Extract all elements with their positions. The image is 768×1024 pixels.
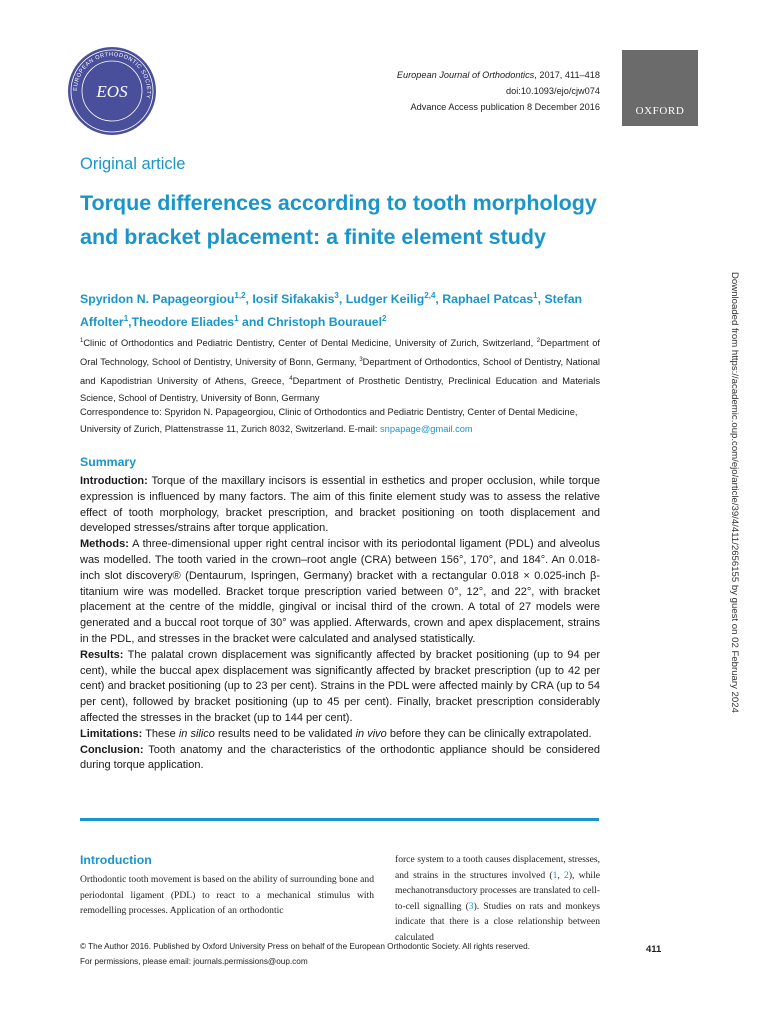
oxford-logo [622, 50, 698, 126]
author-affiliation-marker: 2,4 [424, 291, 436, 300]
author-affiliation-marker: 1 [533, 291, 538, 300]
citation-link-3[interactable]: 3 [468, 900, 474, 912]
summary-conclusion: Conclusion: Tooth anatomy and the characteristics of the orthodontic appliance should be considered during torque application. [80, 743, 600, 772]
author-affiliation-marker: 2 [382, 314, 387, 324]
citation-link-2[interactable]: 2 [564, 869, 569, 881]
seal-initials: EOS [96, 82, 128, 101]
journal-name: European Journal of Orthodontics [396, 70, 535, 80]
doi[interactable]: doi:10.1093/ejo/cjw074 [506, 86, 600, 96]
author-separator: , [435, 292, 443, 307]
affiliation-text: Department of Orthodontics, School of Dentistry, National and Kapodistrian University of Athens, Greece, [80, 357, 600, 387]
author-separator: and [238, 315, 268, 330]
author-name[interactable]: Ludger Keilig [345, 292, 425, 307]
author-name[interactable]: Theodore Eliades [131, 315, 235, 330]
seal-ring-text: EUROPEAN ORTHODONTIC SOCIETY [72, 51, 152, 100]
affiliation-text: Department of Oral Technology, School of Dentistry, University of Bonn, Germany, [80, 338, 600, 368]
correspondence [80, 404, 600, 438]
author-separator: , [245, 292, 253, 307]
permissions-notice: For permissions, please email: journals.permissions@oup.com [80, 957, 308, 966]
affiliation-text: Clinic of Orthodontics and Pediatric Dentistry, Center of Dental Medicine, University of Zurich, Switzerland, [83, 338, 537, 349]
affiliation-marker: 1 [80, 338, 84, 344]
footer [80, 939, 530, 969]
author-affiliation-marker: 1,2 [234, 291, 246, 300]
society-seal-logo [66, 45, 158, 137]
correspondence-text: Correspondence to: Spyridon N. Papageorgiou, Clinic of Orthodontics and Pediatric Dentistry, Center of Dental Medicine, University of Zurich, Plattenstrasse 11, Zurich 8032, Switzerland. E-mail: [80, 407, 578, 434]
correspondence-email-link[interactable]: snpapage@gmail.com [380, 424, 473, 434]
affiliation-marker: 3 [359, 357, 363, 364]
author-name[interactable]: Spyridon N. Papageorgiou [80, 292, 235, 307]
article-title: Torque differences according to tooth morphology and bracket placement: a finite element study [80, 191, 597, 249]
affiliation-marker: 4 [289, 376, 293, 383]
affiliation-text: Department of Prosthetic Dentistry, Preclinical Education and Materials Science, School of Dentistry, University of Bonn, Germany [80, 376, 600, 404]
author-name[interactable]: Iosif Sifakakis [252, 292, 335, 307]
author-name[interactable]: Christoph Bourauel [267, 315, 383, 330]
affiliation-marker: 2 [536, 338, 541, 344]
author-separator: , [537, 292, 545, 307]
author-affiliation-marker: 1 [234, 314, 239, 324]
author-affiliation-marker: 3 [334, 291, 339, 300]
author-separator: , [338, 292, 346, 307]
article-type: Original article [80, 155, 186, 173]
author-separator: , [128, 315, 132, 330]
introduction-right-column: force system to a tooth causes displacement, stresses, and strains in the structures involved (1, 2), while mechanotransductory processes are translated to cell-to-cell signalling (3). Studies on rats and monkeys indicate that there is a close relationship between calculated [395, 854, 600, 943]
summary-heading: Summary [80, 455, 137, 469]
summary-methods: Methods: A three-dimensional upper right central incisor with its periodontal ligament (PDL) and alveolus was modelled. The tooth varied in the crown–root angle (CRA) between 156°, 170°, and 184°. An 0.018-inch slot discovery® (Dentaurum, Ispringen, Germany) bracket with a rectangular 0.018 × 0.025-inch β-titanium wire was modelled. Bracket torque prescription varied between 0°, 12°, and 22°, with bracket placement at the centre of the middle, gingival or incisal third of the crown. A total of 27 models were generated and a buccal root torque of 30° was applied. Afterwards, crown and apex displacement, strains in the PDL, and stresses in the bracket were calculated and analysed statistically. [80, 538, 600, 645]
summary-introduction: Introduction: Torque of the maxillary incisors is essential in esthetics and proper occlusion, while torque expression is influenced by many factors. The aim of this finite element study was to assess the relative effect of tooth morphology, bracket prescription, and bracket positioning on tooth displacement and developed stresses/strains after torque application. [80, 475, 600, 535]
author-name[interactable]: Raphael Patcas [442, 292, 534, 307]
advance-access: Advance Access publication 8 December 2016 [410, 102, 600, 112]
summary-body [80, 474, 600, 774]
author-name[interactable]: Stefan Affolter [80, 292, 583, 330]
introduction-heading: Introduction [80, 853, 152, 867]
author-list [80, 286, 600, 332]
oxford-logo-text: OXFORD [635, 105, 685, 117]
summary-results: Results: The palatal crown displacement was significantly affected by bracket positioning (up to 94 per cent), while the buccal apex displacement was significantly affected by bracket prescription (up to 42 per cent) and bracket positioning (up to 23 per cent). Strains in the PDL were affected mainly by CRA (up to 54 per cent), followed by bracket positioning (up to 45 per cent). Finally, bracket prescription considerably affected the stresses in the bracket (up to 144 per cent). [80, 648, 600, 724]
introduction-left-column: Orthodontic tooth movement is based on the ability of surrounding bone and periodontal ligament (PDL) to react to a mechanical stimulus with remodelling processes. Application of an orthodontic [80, 874, 374, 916]
summary-limitations: Limitations: These in silico results need to be validated in vivo before they can be clinically extrapolated. [80, 727, 592, 740]
journal-citation: , 2017, 411–418 [534, 70, 600, 80]
affiliations [80, 333, 600, 407]
author-affiliation-marker: 1 [123, 314, 129, 324]
copyright-notice: © The Author 2016. Published by Oxford University Press on behalf of the European Orthodontic Society. All rights reserved. [80, 942, 530, 951]
citation-link-1[interactable]: 1 [552, 869, 558, 881]
download-watermark: Downloaded from https://academic.oup.com/ejo/article/39/4/411/2656155 by guest on 02 February 2024 [729, 272, 740, 713]
page-number: 411 [646, 944, 662, 955]
section-divider [80, 818, 599, 821]
journal-info [397, 67, 600, 115]
